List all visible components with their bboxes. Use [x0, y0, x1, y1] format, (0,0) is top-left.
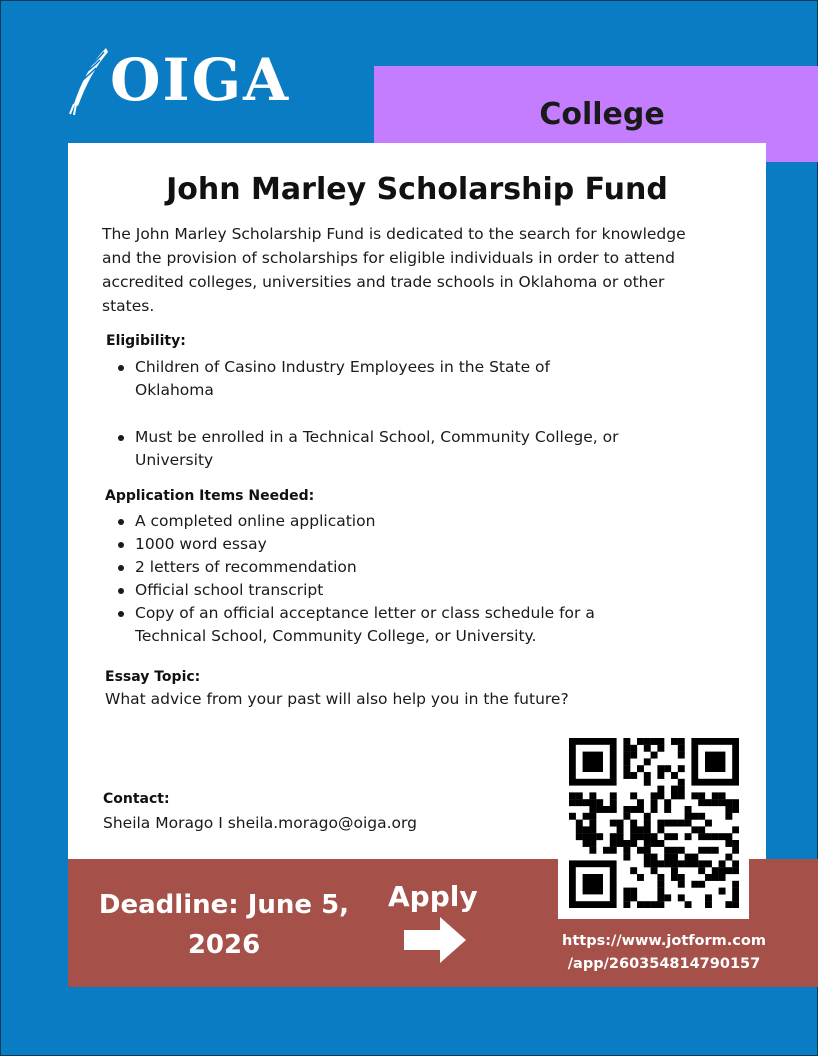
apply-label: Apply	[388, 880, 478, 913]
intro-paragraph: The John Marley Scholarship Fund is dedicated to the search for knowledge and the provision of scholarships for eligible individuals in order to attend accredited colleges, universities and trade schools in Oklahoma or other states.	[102, 225, 686, 315]
list-item: A completed online application	[105, 510, 665, 533]
contact-heading: Contact:	[103, 791, 170, 807]
qr-code-box[interactable]	[558, 726, 749, 919]
eligibility-list-2	[105, 426, 645, 472]
essay-heading: Essay Topic:	[105, 669, 201, 685]
qr-code[interactable]	[569, 738, 739, 908]
essay-topic: What advice from your past will also help you in the future?	[105, 690, 569, 708]
arrow-right-icon	[404, 915, 468, 965]
apply-url[interactable]: https://www.jotform.com /app/260354814790157	[562, 933, 766, 972]
deadline-text: Deadline: June 5, 2026	[98, 890, 350, 960]
contact-info: Sheila Morago I sheila.morago@oiga.org	[103, 814, 417, 832]
category-label: College	[539, 96, 665, 132]
list-item: Official school transcript	[105, 579, 665, 602]
list-item: 1000 word essay	[105, 533, 665, 556]
page-title: John Marley Scholarship Fund	[166, 172, 668, 207]
logo-text: OIGA	[110, 46, 291, 114]
eligibility-list	[105, 356, 625, 402]
list-item: Children of Casino Industry Employees in the State of Oklahoma	[105, 356, 625, 402]
application-list	[105, 510, 665, 648]
list-item: Copy of an official acceptance letter or class schedule for a Technical School, Community College, or University.	[105, 602, 665, 648]
oiga-logo	[66, 40, 290, 120]
application-heading: Application Items Needed:	[105, 488, 315, 504]
list-item: 2 letters of recommendation	[105, 556, 665, 579]
list-item: Must be enrolled in a Technical School, Community College, or University	[105, 426, 645, 472]
eligibility-heading: Eligibility:	[106, 333, 186, 349]
feather-icon	[66, 44, 112, 116]
